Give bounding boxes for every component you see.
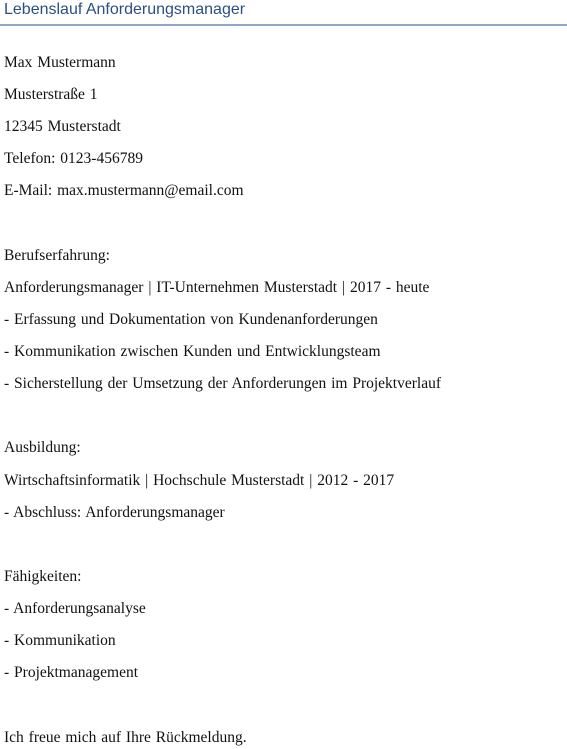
document-title: Lebenslauf Anforderungsmanager [4, 1, 246, 18]
contact-name: Max Mustermann [4, 54, 116, 71]
education-bullet: - Abschluss: Anforderungsmanager [4, 504, 225, 521]
experience-bullet: - Kommunikation zwischen Kunden und Entwicklungsteam [4, 343, 381, 360]
contact-email: E-Mail: max.mustermann@email.com [4, 182, 244, 199]
contact-street: Musterstraße 1 [4, 86, 98, 103]
experience-bullet: - Erfassung und Dokumentation von Kundenanforderungen [4, 311, 378, 328]
contact-phone: Telefon: 0123-456789 [4, 150, 143, 167]
experience-heading: Berufserfahrung: [4, 247, 110, 264]
skills-item: - Anforderungsanalyse [4, 600, 146, 617]
experience-position: Anforderungsmanager | IT-Unternehmen Musterstadt | 2017 - heute [4, 279, 430, 296]
education-entry: Wirtschaftsinformatik | Hochschule Musterstadt | 2012 - 2017 [4, 472, 395, 489]
skills-heading: Fähigkeiten: [4, 568, 82, 585]
experience-bullet: - Sicherstellung der Umsetzung der Anforderungen im Projektverlauf [4, 375, 442, 392]
document-header [0, 0, 567, 26]
skills-item: - Kommunikation [4, 632, 116, 649]
closing-sentence: Ich freue mich auf Ihre Rückmeldung. [4, 729, 247, 746]
skills-item: - Projektmanagement [4, 664, 138, 681]
education-heading: Ausbildung: [4, 439, 81, 456]
contact-city: 12345 Musterstadt [4, 118, 121, 135]
